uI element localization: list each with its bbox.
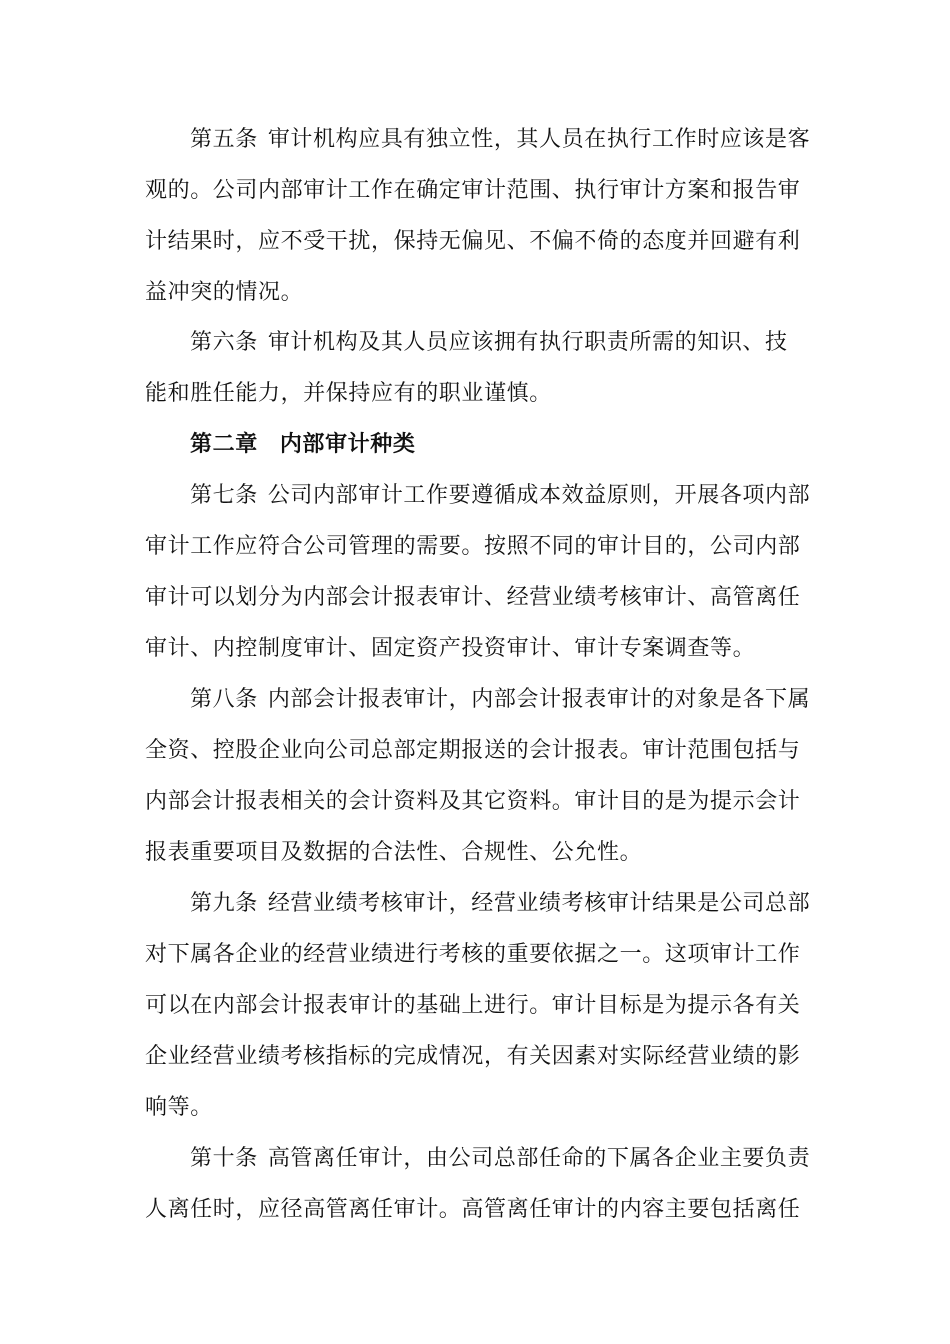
article-6-line-2 <box>145 379 810 409</box>
chapter-heading <box>190 430 810 460</box>
article-8-line-3 <box>145 787 810 817</box>
line-text: 企业经营业绩考核指标的完成情况，有关因素对实际经营业绩的影 <box>145 1044 801 1069</box>
line-text: 能和胜任能力，并保持应有的职业谨慎。 <box>145 381 552 406</box>
article-5-line-1 <box>190 125 810 155</box>
line-text: 响等。 <box>145 1095 213 1120</box>
line-text: 公司内部审计工作要遵循成本效益原则，开展各项内部 <box>267 483 811 508</box>
line-text: 人离任时，应径高管离任审计。高管离任审计的内容主要包括离任 <box>145 1197 801 1222</box>
line-text: 高管离任审计，由公司总部任命的下属各企业主要负责 <box>267 1146 811 1171</box>
article-7-line-1 <box>190 481 810 511</box>
line-text: 审计工作应符合公司管理的需要。按照不同的审计目的，公司内部 <box>145 534 801 559</box>
chapter-title: 内部审计种类 <box>279 432 416 457</box>
article-label: 第七条 <box>190 483 258 508</box>
article-5-line-3 <box>145 227 810 257</box>
article-9-line-5 <box>145 1093 810 1123</box>
line-text: 审计机构及其人员应该拥有执行职责所需的知识、技 <box>267 330 788 355</box>
article-8-line-4 <box>145 838 810 868</box>
article-5-line-2 <box>145 176 810 206</box>
article-9-line-3 <box>145 991 810 1021</box>
line-text: 全资、控股企业向公司总部定期报送的会计报表。审计范围包括与 <box>145 738 801 763</box>
article-5-line-4 <box>145 278 810 308</box>
line-text: 经营业绩考核审计，经营业绩考核审计结果是公司总部 <box>267 891 811 916</box>
line-text: 益冲突的情况。 <box>145 280 304 305</box>
article-label: 第八条 <box>190 687 258 712</box>
article-9-line-2 <box>145 940 810 970</box>
line-text: 内部会计报表相关的会计资料及其它资料。审计目的是为提示会计 <box>145 789 801 814</box>
article-6-line-1 <box>190 328 810 358</box>
article-label: 第十条 <box>190 1146 258 1171</box>
article-7-line-2 <box>145 532 810 562</box>
line-text: 报表重要项目及数据的合法性、合规性、公允性。 <box>145 840 643 865</box>
line-text: 审计可以划分为内部会计报表审计、经营业绩考核审计、高管离任 <box>145 585 801 610</box>
line-text: 对下属各企业的经营业绩进行考核的重要依据之一。这项审计工作 <box>145 942 801 967</box>
article-label: 第六条 <box>190 330 258 355</box>
line-text: 内部会计报表审计，内部会计报表审计的对象是各下属 <box>267 687 811 712</box>
article-8-line-2 <box>145 736 810 766</box>
line-text: 可以在内部会计报表审计的基础上进行。审计目标是为提示各有关 <box>145 993 801 1018</box>
article-10-line-2 <box>145 1195 810 1225</box>
line-text: 观的。公司内部审计工作在确定审计范围、执行审计方案和报告审 <box>145 178 801 203</box>
article-9-line-1 <box>190 889 810 919</box>
article-10-line-1 <box>190 1144 810 1174</box>
article-label: 第九条 <box>190 891 258 916</box>
article-8-line-1 <box>190 685 810 715</box>
line-text: 审计机构应具有独立性，其人员在执行工作时应该是客 <box>267 127 811 152</box>
line-text: 计结果时，应不受干扰，保持无偏见、不偏不倚的态度并回避有利 <box>145 229 801 254</box>
article-9-line-4 <box>145 1042 810 1072</box>
chapter-label: 第二章 <box>190 432 258 457</box>
article-label: 第五条 <box>190 127 258 152</box>
line-text: 审计、内控制度审计、固定资产投资审计、审计专案调查等。 <box>145 636 756 661</box>
article-7-line-4 <box>145 634 810 664</box>
article-7-line-3 <box>145 583 810 613</box>
